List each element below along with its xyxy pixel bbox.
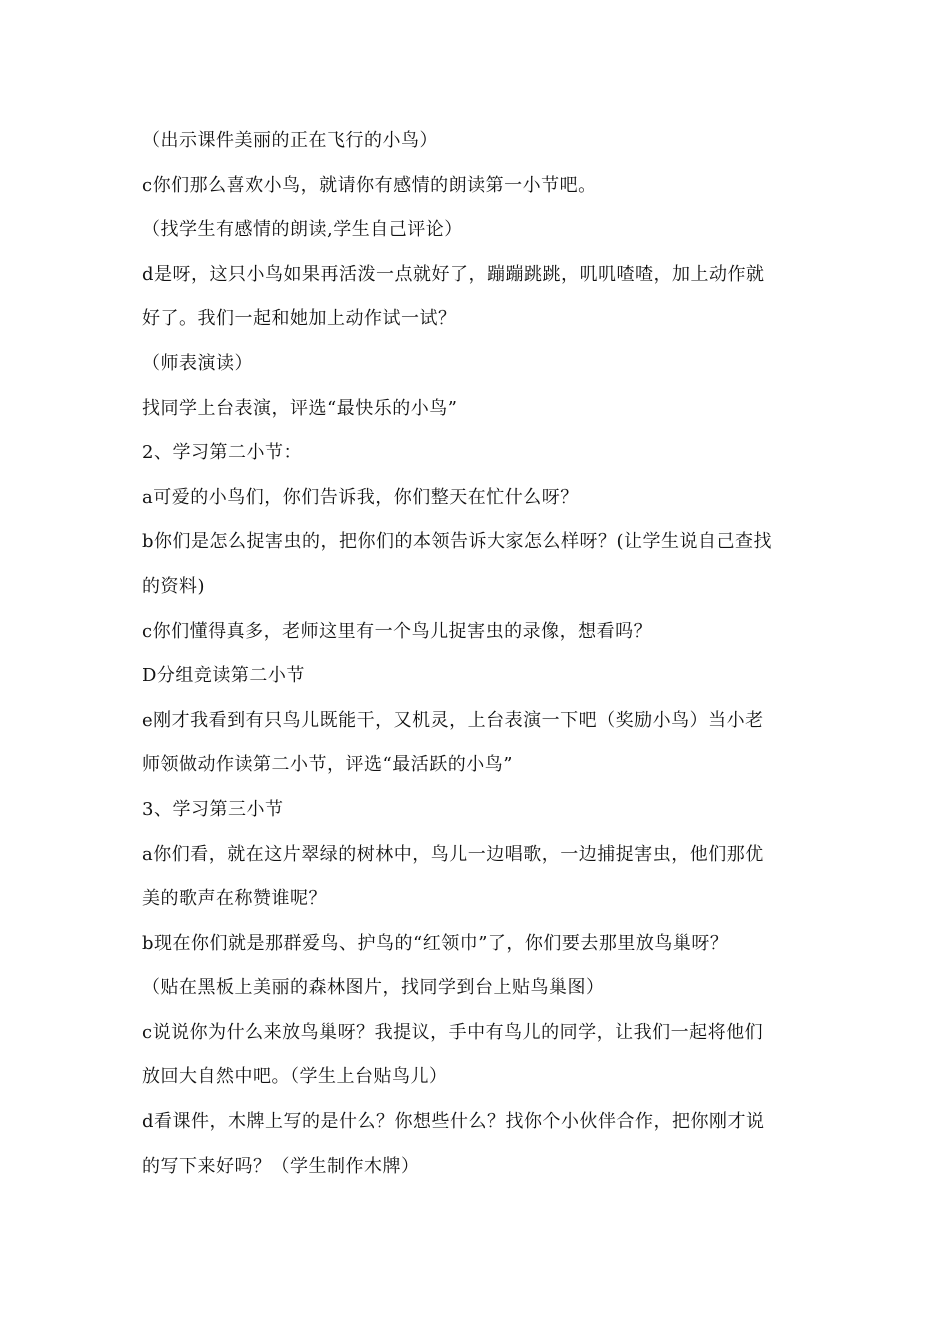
- text-line: 的写下来好吗？（学生制作木牌）: [142, 1155, 420, 1177]
- text-line: 美的歌声在称赞谁呢？: [142, 888, 327, 910]
- text-line: 好了。我们一起和她加上动作试一试？: [142, 308, 457, 330]
- document-body: [142, 119, 810, 1189]
- text-line: d看课件，木牌上写的是什么？你想些什么？找你个小伙伴合作，把你刚才说: [142, 1111, 765, 1133]
- text-line: c你们那么喜欢小鸟，就请你有感情的朗读第一小节吧。: [142, 174, 597, 196]
- text-line: （出示课件美丽的正在飞行的小鸟）: [142, 130, 438, 151]
- text-line: d是呀，这只小鸟如果再活泼一点就好了，蹦蹦跳跳，叽叽喳喳，加上动作就: [142, 263, 765, 285]
- text-line: 放回大自然中吧。（学生上台贴鸟儿）: [142, 1066, 448, 1088]
- text-line: e刚才我看到有只鸟儿既能干，又机灵，上台表演一下吧（奖励小鸟）当小老: [142, 709, 764, 731]
- text-line: c你们懂得真多，老师这里有一个鸟儿捉害虫的录像，想看吗？: [142, 620, 653, 642]
- text-line: b现在你们就是那群爱鸟、护鸟的“红领巾”了，你们要去那里放鸟巢呀？: [142, 932, 729, 954]
- text-line: D分组竞读第二小节: [142, 665, 305, 687]
- text-line: a你们看，就在这片翠绿的树林中，鸟儿一边唱歌，一边捕捉害虫，他们那优: [142, 843, 764, 865]
- text-line: 师领做动作读第二小节，评选“最活跃的小鸟”: [142, 754, 513, 776]
- text-line: 找同学上台表演，评选“最快乐的小鸟”: [142, 397, 458, 419]
- text-line: （贴在黑板上美丽的森林图片，找同学到台上贴鸟巢图）: [142, 977, 605, 999]
- section-heading: 3、学习第三小节: [142, 798, 284, 820]
- section-heading: 2、学习第二小节：: [142, 442, 302, 464]
- text-line: （师表演读）: [142, 352, 253, 374]
- text-line: （找学生有感情的朗读,学生自己评论）: [142, 219, 463, 241]
- text-line: b你们是怎么捉害虫的，把你们的本领告诉大家怎么样呀？(让学生说自己查找: [142, 531, 773, 553]
- text-line: a可爱的小鸟们，你们告诉我，你们整天在忙什么呀？: [142, 486, 579, 508]
- text-line: 的资料): [142, 575, 206, 597]
- text-line: c说说你为什么来放鸟巢呀？我提议，手中有鸟儿的同学，让我们一起将他们: [142, 1021, 764, 1043]
